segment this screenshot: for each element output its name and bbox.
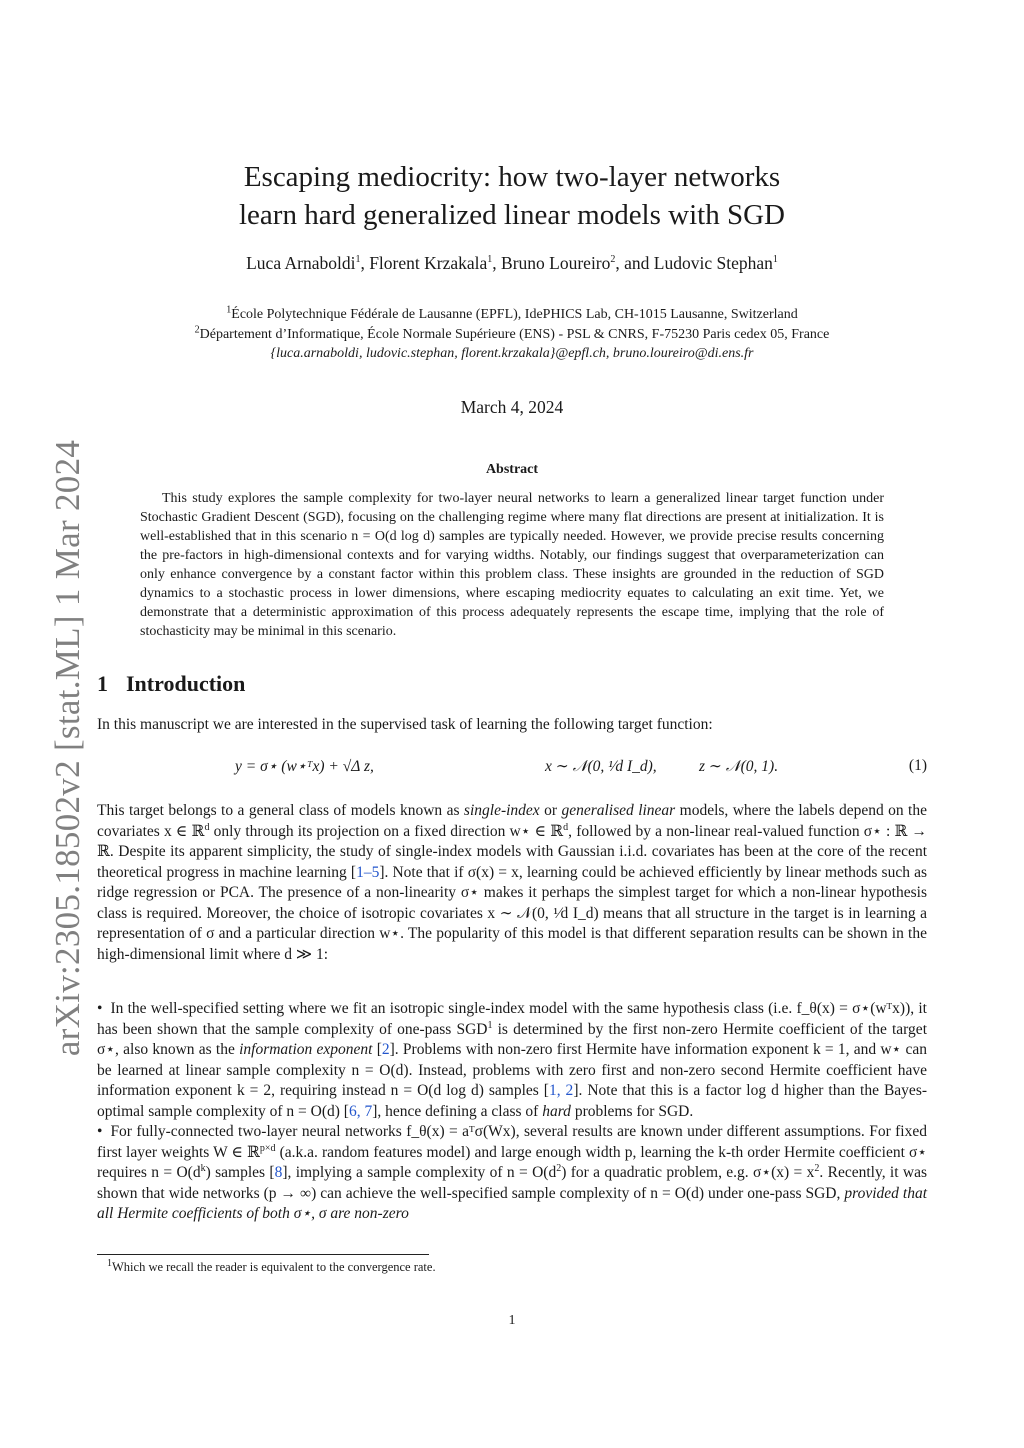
- section-title: Introduction: [126, 671, 246, 696]
- author-list: Luca Arnaboldi$^1$, Florent Krzakala$^1$, Bruno Loureiro$^2$, and Ludovic Stephan$^1$: [246, 253, 778, 273]
- citation-link[interactable]: 2: [381, 1041, 390, 1058]
- equation-number: (1): [908, 757, 927, 774]
- section-heading: [97, 671, 245, 697]
- citation-link[interactable]: 8: [274, 1164, 283, 1181]
- affiliations: [0, 305, 1024, 364]
- section-number: 1: [97, 671, 108, 696]
- author-affiliation-mark: 1: [487, 254, 493, 266]
- citation-link[interactable]: 6, 7: [348, 1102, 373, 1120]
- title-line-2: learn hard generalized linear models with SGD: [239, 199, 785, 231]
- page-number: 1: [508, 1313, 516, 1328]
- bullet-list: [97, 999, 927, 1225]
- author-emails: {luca.arnaboldi, ludovic.stephan, florent.krzakala}@epfl.ch, bruno.loureiro@di.ens.fr: [270, 346, 754, 361]
- affiliation-2: $^2$Département d’Informatique, École Normale Supérieure (ENS) - PSL & CNRS, F-75230 Paris cedex 05, France: [194, 323, 830, 342]
- list-item: • For fully-connected two-layer neural networks f_θ(x) = aᵀσ(Wx), several results are known under different assumptions. For fixed first layer weights W ∈ ℝ$^{p\times d}$ (a.k.a. random features model) and large enough width p, learning the k-th order Hermite coefficient σ⋆ requires $n = O(d^k)$ samples [8], implying a sample complexity of $n = O(d^2)$ for a quadratic problem, e.g. σ⋆(x) = $x^2$. Recently, it was shown that wide networks (p → ∞) can achieve the well-specified sample complexity of n = O(d) under one-pass SGD, provided that all Hermite coefficients of both σ⋆, σ are non-zero: [97, 1123, 927, 1222]
- paper-title: [0, 158, 1024, 234]
- equation-noise-dist: z ∼ 𝒩(0, 1).: [699, 758, 779, 775]
- list-item: • In the well-specified setting where we fit an isotropic single-index model with the same hypothesis class (i.e. f_θ(x) = σ⋆(wᵀx)), it has been shown that the sample complexity of one-pass SGD$^1$ is determined by the first non-zero Hermite coefficient of the target σ⋆, also known as the information exponent [2]. Problems with non-zero first Hermite have information exponent k = 1, and w⋆ can be learned at linear sample complexity n = O(d). Instead, problems with zero first and non-zero second Hermite coefficient have information exponent k = 2, requiring instead n = O(d log d) samples [1, 2]. Note that this is a factor log d higher than the Bayes-optimal sample complexity of n = O(d) [6, 7], hence defining a class of hard problems for SGD.: [97, 1000, 928, 1120]
- author-name: Bruno Loureiro: [501, 253, 611, 273]
- footnote: $^1$Which we recall the reader is equivalent to the convergence rate.: [107, 1257, 436, 1274]
- affiliation-1: $^1$École Polytechnique Fédérale de Lausanne (EPFL), IdePHICS Lab, CH-1015 Lausanne, Switzerland: [226, 304, 798, 322]
- author-name: Florent Krzakala: [369, 253, 488, 273]
- author-name: Luca Arnaboldi: [246, 253, 356, 273]
- publication-date: March 4, 2024: [460, 397, 564, 417]
- citation-link[interactable]: 1–5: [356, 863, 380, 881]
- footnote-reference[interactable]: 1: [487, 1019, 493, 1031]
- author-affiliation-mark: 1: [355, 254, 361, 266]
- footnote-divider: [97, 1254, 429, 1255]
- author-affiliation-mark: 2: [610, 254, 616, 266]
- citation-link[interactable]: 1, 2: [548, 1082, 574, 1099]
- equation-1: [97, 757, 927, 783]
- abstract-text: This study explores the sample complexity for two-layer neural networks to learn a generalized linear target function under Stochastic Gradient Descent (SGD), focusing on the challenging regime where many flat directions are present at initialization. It is well-established that in this scenario n = O(d log d) samples are typically needed. However, we provide precise results concerning the pre-factors in high-dimensional contexts and for varying widths. Notably, our findings suggest that overparameterization can only enhance convergence by a constant factor within this problem class. These insights are grounded in the reduction of SGD dynamics to a stochastic process in lower dimensions, where escaping mediocrity equates to calculating an exit time. Yet, we demonstrate that a deterministic approximation of this process adequately represents the escape time, implying that the role of stochasticity may be minimal in this scenario.: [140, 491, 884, 639]
- title-line-1: Escaping mediocrity: how two-layer networks: [243, 161, 781, 193]
- equation-covariate-dist: x ∼ 𝒩(0, ¹⁄d I_d),: [545, 758, 657, 775]
- equation-target: y = σ⋆ (w⋆ᵀx) + √Δ z,: [235, 758, 374, 775]
- author-name: Ludovic Stephan: [653, 253, 773, 273]
- author-affiliation-mark: 1: [772, 254, 778, 266]
- arxiv-identifier-stamp: arXiv:2305.18502v2 [stat.ML] 1 Mar 2024: [48, 439, 87, 1057]
- intro-sentence: In this manuscript we are interested in the supervised task of learning the following target function:: [97, 716, 713, 733]
- body-paragraph: This target belongs to a general class of models known as single-index or generalised linear models, where the labels depend on the covariates x ∈ ℝ$^d$ only through its projection on a fixed direction w⋆ ∈ ℝ$^d$, followed by a non-linear real-valued function σ⋆ : ℝ → ℝ. Despite its apparent simplicity, the study of single-index models with Gaussian i.i.d. covariates has been at the core of the recent theoretical progress in machine learning [1–5]. Note that if σ(x) = x, learning could be achieved efficiently by linear methods such as ridge regression or PCA. The presence of a non-linearity σ⋆ makes it perhaps the simplest target for which a non-linear hypothesis class is required. Moreover, the choice of isotropic covariates x ∼ 𝒩(0, ¹⁄d I_d) means that all structure in the target is in learning a representation of σ and a particular direction w⋆. The popularity of this model is that different separation results can be shown in the high-dimensional limit where d ≫ 1:: [97, 802, 928, 963]
- abstract-heading: Abstract: [485, 462, 539, 477]
